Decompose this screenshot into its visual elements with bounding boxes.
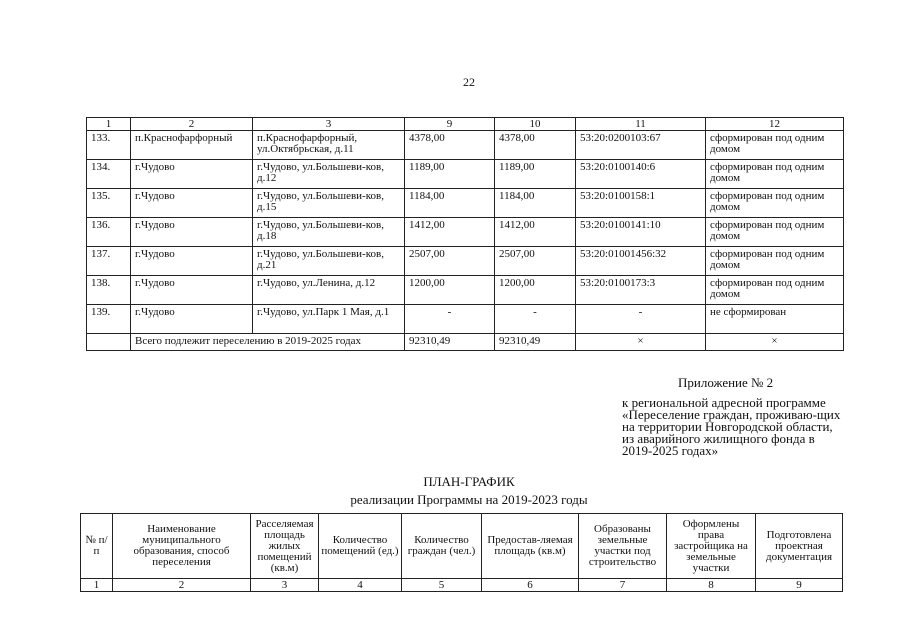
cadastral-number: 53:20:0100158:1: [576, 189, 706, 218]
cadastral-number: 53:20:0200103:67: [576, 131, 706, 160]
table-row: [87, 247, 844, 276]
settlement-name: г.Чудово: [131, 276, 253, 305]
row-number: 136.: [87, 218, 131, 247]
cadastral-number: 53:20:0100173:3: [576, 276, 706, 305]
total-area-9: 92310,49: [405, 334, 495, 351]
address: г.Чудово, ул.Большеви-ков, д.18: [253, 218, 405, 247]
resettlement-table: [86, 117, 844, 351]
column-number-row: [87, 118, 844, 131]
total-label: Всего подлежит переселению в 2019-2025 годах: [131, 334, 405, 351]
land-status: сформирован под одним домом: [706, 247, 844, 276]
area-col-9: 1189,00: [405, 160, 495, 189]
address: г.Чудово, ул.Большеви-ков, д.12: [253, 160, 405, 189]
table-row: [87, 276, 844, 305]
area-col-10: -: [495, 305, 576, 334]
area-col-10: 1412,00: [495, 218, 576, 247]
plan-subtitle: реализации Программы на 2019-2023 годы: [350, 492, 588, 507]
row-number: 133.: [87, 131, 131, 160]
address: п.Краснофарфорный, ул.Октябрьская, д.11: [253, 131, 405, 160]
land-status: не сформирован: [706, 305, 844, 334]
address: г.Чудово, ул.Большеви-ков, д.15: [253, 189, 405, 218]
header-cell: Предостав-ляемая площадь (кв.м): [482, 514, 579, 579]
row-number: 138.: [87, 276, 131, 305]
address: г.Чудово, ул.Парк 1 Мая, д.1: [253, 305, 405, 334]
settlement-name: г.Чудово: [131, 218, 253, 247]
area-col-9: -: [405, 305, 495, 334]
address: г.Чудово, ул.Большеви-ков, д.21: [253, 247, 405, 276]
column-number: 5: [402, 579, 482, 592]
table-row: [87, 305, 844, 334]
row-number: 134.: [87, 160, 131, 189]
column-number: 7: [579, 579, 667, 592]
cadastral-number: 53:20:01001456:32: [576, 247, 706, 276]
column-number: 11: [576, 118, 706, 131]
area-col-9: 1184,00: [405, 189, 495, 218]
column-number: 2: [113, 579, 251, 592]
area-col-10: 1200,00: [495, 276, 576, 305]
land-status: сформирован под одним домом: [706, 218, 844, 247]
table-row: [87, 131, 844, 160]
column-number: 3: [251, 579, 319, 592]
header-cell: № п/п: [81, 514, 113, 579]
column-number: 3: [253, 118, 405, 131]
column-number: 4: [319, 579, 402, 592]
row-number: 139.: [87, 305, 131, 334]
header-cell: Оформлены права застройщика на земельные участки: [667, 514, 756, 579]
column-number: 6: [482, 579, 579, 592]
header-cell: Наименование муниципального образования, способ переселения: [113, 514, 251, 579]
header-cell: Расселяемая площадь жилых помещений (кв.м): [251, 514, 319, 579]
column-number: 8: [667, 579, 756, 592]
appendix-text: к региональной адресной программе «Переселение граждан, проживаю-щих на территории Новгородской области, из аварийного жилищного фонда в 2019-2025 годах»: [622, 395, 841, 458]
column-number: 10: [495, 118, 576, 131]
column-number: 12: [706, 118, 844, 131]
header-cell: Подготовлена проектная документация: [756, 514, 843, 579]
header-cell: Количество граждан (чел.): [402, 514, 482, 579]
land-status: сформирован под одним домом: [706, 131, 844, 160]
land-status: сформирован под одним домом: [706, 276, 844, 305]
settlement-name: г.Чудово: [131, 247, 253, 276]
settlement-name: г.Чудово: [131, 305, 253, 334]
column-number: 1: [87, 118, 131, 131]
page-number: 22: [463, 75, 475, 89]
table-row: [87, 189, 844, 218]
area-col-9: 1412,00: [405, 218, 495, 247]
area-col-9: 4378,00: [405, 131, 495, 160]
appendix-title: Приложение № 2: [678, 375, 774, 390]
plan-title: ПЛАН-ГРАФИК: [423, 474, 515, 489]
column-number: 9: [405, 118, 495, 131]
total-row: [87, 334, 844, 351]
area-col-10: 4378,00: [495, 131, 576, 160]
settlement-name: п.Краснофарфорный: [131, 131, 253, 160]
plan-schedule-table: [80, 513, 843, 592]
total-cross-11: ×: [576, 334, 706, 351]
area-col-9: 2507,00: [405, 247, 495, 276]
table-row: [87, 160, 844, 189]
total-cross-12: ×: [706, 334, 844, 351]
row-number: 137.: [87, 247, 131, 276]
plan-column-number-row: [81, 579, 843, 592]
total-area-10: 92310,49: [495, 334, 576, 351]
cadastral-number: 53:20:0100140:6: [576, 160, 706, 189]
land-status: сформирован под одним домом: [706, 189, 844, 218]
address: г.Чудово, ул.Ленина, д.12: [253, 276, 405, 305]
area-col-10: 1189,00: [495, 160, 576, 189]
cadastral-number: -: [576, 305, 706, 334]
area-col-9: 1200,00: [405, 276, 495, 305]
total-empty-cell: [87, 334, 131, 351]
column-number: 2: [131, 118, 253, 131]
cadastral-number: 53:20:0100141:10: [576, 218, 706, 247]
header-cell: Количество помещений (ед.): [319, 514, 402, 579]
plan-header-row: [81, 514, 843, 579]
area-col-10: 2507,00: [495, 247, 576, 276]
settlement-name: г.Чудово: [131, 160, 253, 189]
table-row: [87, 218, 844, 247]
column-number: 9: [756, 579, 843, 592]
header-cell: Образованы земельные участки под строительство: [579, 514, 667, 579]
column-number: 1: [81, 579, 113, 592]
row-number: 135.: [87, 189, 131, 218]
area-col-10: 1184,00: [495, 189, 576, 218]
settlement-name: г.Чудово: [131, 189, 253, 218]
land-status: сформирован под одним домом: [706, 160, 844, 189]
